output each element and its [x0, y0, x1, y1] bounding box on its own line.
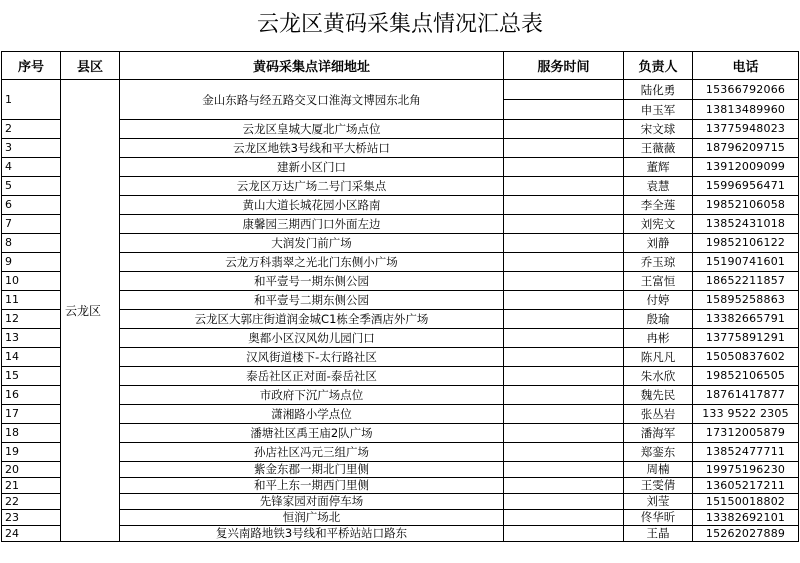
service-time-cell — [504, 177, 624, 196]
table-row — [2, 510, 799, 526]
service-time-cell — [504, 139, 624, 158]
seq-cell: 15 — [2, 367, 61, 386]
seq-cell: 12 — [2, 310, 61, 329]
service-time-cell — [504, 272, 624, 291]
address-cell: 建新小区门口 — [120, 158, 504, 177]
address-cell: 先锋家园对面停车场 — [120, 494, 504, 510]
table-row — [2, 80, 799, 100]
person-cell: 刘静 — [624, 234, 693, 253]
person-cell: 郑銮东 — [624, 443, 693, 462]
address-cell: 云龙区大郭庄街道润金城C1栋全季酒店外广场 — [120, 310, 504, 329]
address-cell: 潇湘路小学点位 — [120, 405, 504, 424]
table-row — [2, 272, 799, 291]
phone-cell: 19852106122 — [693, 234, 799, 253]
service-time-cell — [504, 329, 624, 348]
service-time-cell — [504, 100, 624, 120]
table-row — [2, 253, 799, 272]
phone-cell: 15366792066 — [693, 80, 799, 100]
seq-cell: 16 — [2, 386, 61, 405]
person-cell: 董辉 — [624, 158, 693, 177]
seq-cell: 14 — [2, 348, 61, 367]
seq-cell: 21 — [2, 478, 61, 494]
address-cell: 云龙万科翡翠之光北门东侧小广场 — [120, 253, 504, 272]
seq-cell: 17 — [2, 405, 61, 424]
service-time-cell — [504, 494, 624, 510]
service-time-cell — [504, 253, 624, 272]
table-row — [2, 494, 799, 510]
service-time-cell — [504, 405, 624, 424]
person-cell: 魏先民 — [624, 386, 693, 405]
phone-cell: 13852431018 — [693, 215, 799, 234]
page-title: 云龙区黄码采集点情况汇总表 — [256, 12, 543, 37]
person-cell: 王富恒 — [624, 272, 693, 291]
seq-cell: 6 — [2, 196, 61, 215]
header-service-time: 服务时间 — [504, 52, 624, 80]
address-cell: 和平上东一期西门里侧 — [120, 478, 504, 494]
service-time-cell — [504, 367, 624, 386]
seq-cell: 19 — [2, 443, 61, 462]
seq-cell: 11 — [2, 291, 61, 310]
service-time-cell — [504, 386, 624, 405]
seq-cell: 18 — [2, 424, 61, 443]
service-time-cell — [504, 526, 624, 542]
table-row — [2, 462, 799, 478]
phone-cell: 13813489960 — [693, 100, 799, 120]
table-row — [2, 405, 799, 424]
table-row — [2, 177, 799, 196]
person-cell: 付婷 — [624, 291, 693, 310]
service-time-cell — [504, 158, 624, 177]
phone-cell: 13605217211 — [693, 478, 799, 494]
person-cell: 王晶 — [624, 526, 693, 542]
table-row — [2, 348, 799, 367]
address-cell: 汉风街道楼下-太行路社区 — [120, 348, 504, 367]
person-cell: 申玉军 — [624, 100, 693, 120]
person-cell: 刘莹 — [624, 494, 693, 510]
table-row — [2, 196, 799, 215]
address-cell: 奥都小区汉风幼儿园门口 — [120, 329, 504, 348]
header-county: 县区 — [61, 52, 120, 80]
seq-cell: 13 — [2, 329, 61, 348]
person-cell: 张丛岩 — [624, 405, 693, 424]
phone-cell: 15996956471 — [693, 177, 799, 196]
table-row — [2, 310, 799, 329]
header-address: 黄码采集点详细地址 — [120, 52, 504, 80]
address-cell: 云龙区皇城大厦北广场点位 — [120, 120, 504, 139]
service-time-cell — [504, 215, 624, 234]
phone-cell: 13912009099 — [693, 158, 799, 177]
address-cell: 泰岳社区正对面-泰岳社区 — [120, 367, 504, 386]
table-row — [2, 158, 799, 177]
person-cell: 佟华昕 — [624, 510, 693, 526]
seq-cell: 7 — [2, 215, 61, 234]
seq-cell: 22 — [2, 494, 61, 510]
seq-cell: 5 — [2, 177, 61, 196]
header-person: 负责人 — [624, 52, 693, 80]
table-row — [2, 386, 799, 405]
phone-cell: 133 9522 2305 — [693, 405, 799, 424]
seq-cell: 24 — [2, 526, 61, 542]
address-cell: 和平壹号一期东侧公园 — [120, 272, 504, 291]
table-row — [2, 367, 799, 386]
seq-cell: 10 — [2, 272, 61, 291]
address-cell: 黄山大道长城花园小区路南 — [120, 196, 504, 215]
person-cell: 陆化勇 — [624, 80, 693, 100]
table-row — [2, 478, 799, 494]
person-cell: 周楠 — [624, 462, 693, 478]
table-row — [2, 443, 799, 462]
service-time-cell — [504, 462, 624, 478]
phone-cell: 15050837602 — [693, 348, 799, 367]
phone-cell: 15262027889 — [693, 526, 799, 542]
person-cell: 袁慧 — [624, 177, 693, 196]
phone-cell: 18652211857 — [693, 272, 799, 291]
phone-cell: 19852106058 — [693, 196, 799, 215]
county-cell: 云龙区 — [61, 80, 120, 542]
service-time-cell — [504, 120, 624, 139]
address-cell: 大润发门前广场 — [120, 234, 504, 253]
table-row — [2, 526, 799, 542]
phone-cell: 17312005879 — [693, 424, 799, 443]
phone-cell: 15895258863 — [693, 291, 799, 310]
seq-cell: 9 — [2, 253, 61, 272]
address-cell: 恒润广场北 — [120, 510, 504, 526]
service-time-cell — [504, 348, 624, 367]
table-row — [2, 120, 799, 139]
address-cell: 孙店社区冯元三组广场 — [120, 443, 504, 462]
seq-cell: 3 — [2, 139, 61, 158]
header-phone: 电话 — [693, 52, 799, 80]
service-time-cell — [504, 510, 624, 526]
table-row — [2, 215, 799, 234]
table-row — [2, 291, 799, 310]
person-cell: 刘宪文 — [624, 215, 693, 234]
service-time-cell — [504, 291, 624, 310]
collection-points-table — [1, 51, 799, 542]
service-time-cell — [504, 443, 624, 462]
phone-cell: 15150018802 — [693, 494, 799, 510]
address-cell: 金山东路与经五路交叉口淮海文博园东北角 — [120, 80, 504, 120]
seq-cell: 20 — [2, 462, 61, 478]
person-cell: 陈凡凡 — [624, 348, 693, 367]
table-row — [2, 234, 799, 253]
table-row — [2, 424, 799, 443]
address-cell: 紫金东郡一期北门里侧 — [120, 462, 504, 478]
service-time-cell — [504, 234, 624, 253]
seq-cell: 4 — [2, 158, 61, 177]
phone-cell: 13775948023 — [693, 120, 799, 139]
person-cell: 宋文球 — [624, 120, 693, 139]
phone-cell: 19975196230 — [693, 462, 799, 478]
header-seq: 序号 — [2, 52, 61, 80]
address-cell: 康馨园三期西门口外面左边 — [120, 215, 504, 234]
phone-cell: 13382692101 — [693, 510, 799, 526]
seq-cell: 1 — [2, 80, 61, 120]
seq-cell: 2 — [2, 120, 61, 139]
person-cell: 乔玉琼 — [624, 253, 693, 272]
address-cell: 潘塘社区禹王庙2队广场 — [120, 424, 504, 443]
service-time-cell — [504, 196, 624, 215]
phone-cell: 13382665791 — [693, 310, 799, 329]
header-row — [2, 52, 799, 80]
person-cell: 王薇薇 — [624, 139, 693, 158]
address-cell: 复兴南路地铁3号线和平桥站站口路东 — [120, 526, 504, 542]
person-cell: 殷瑜 — [624, 310, 693, 329]
person-cell: 潘海军 — [624, 424, 693, 443]
address-cell: 云龙区万达广场二号门采集点 — [120, 177, 504, 196]
address-cell: 市政府下沉广场点位 — [120, 386, 504, 405]
person-cell: 朱水欣 — [624, 367, 693, 386]
table-row — [2, 329, 799, 348]
person-cell: 冉彬 — [624, 329, 693, 348]
service-time-cell — [504, 424, 624, 443]
person-cell: 李全莲 — [624, 196, 693, 215]
phone-cell: 19852106505 — [693, 367, 799, 386]
person-cell: 王雯倩 — [624, 478, 693, 494]
seq-cell: 23 — [2, 510, 61, 526]
address-cell: 云龙区地铁3号线和平大桥站口 — [120, 139, 504, 158]
seq-cell: 8 — [2, 234, 61, 253]
phone-cell: 13775891291 — [693, 329, 799, 348]
phone-cell: 18796209715 — [693, 139, 799, 158]
phone-cell: 15190741601 — [693, 253, 799, 272]
service-time-cell — [504, 478, 624, 494]
phone-cell: 18761417877 — [693, 386, 799, 405]
phone-cell: 13852477711 — [693, 443, 799, 462]
service-time-cell — [504, 310, 624, 329]
table-row — [2, 139, 799, 158]
service-time-cell — [504, 80, 624, 100]
address-cell: 和平壹号二期东侧公园 — [120, 291, 504, 310]
